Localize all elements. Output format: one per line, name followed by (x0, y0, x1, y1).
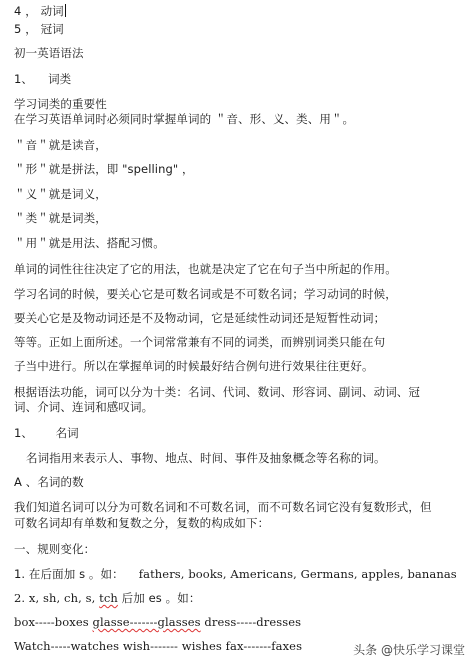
section-heading-word-class (14, 72, 463, 87)
list-text: 动词 (40, 4, 64, 18)
paragraph-line: 子当中进行。所以在掌握单词的时候最好结合例句进行效果往往更好。 (14, 359, 374, 373)
section-number: 1、 (14, 72, 34, 86)
section-number: 1、 (14, 426, 34, 440)
definition-meaning: ＂义＂就是词义， (14, 187, 107, 201)
watermark-text: 头条 @快乐学习课堂 (353, 643, 465, 657)
rule-text: 1. 在后面加 s 。如： (14, 567, 124, 581)
list-separator: ， (25, 4, 37, 18)
doc-title: 初一英语语法 (14, 46, 84, 60)
example-line (14, 615, 463, 630)
example-text: dress-----dresses (200, 615, 302, 629)
noun-definition: 名词指用来表示人、事物、地点、时间、事件及抽象概念等名称的词。 (26, 451, 386, 465)
example-text: box-----boxes (14, 615, 93, 629)
countable-line: 可数名词却有单数和复数之分，复数的构成如下： (14, 516, 270, 530)
section-title: 名词 (55, 426, 79, 440)
definition-sound: ＂音＂就是读音， (14, 138, 107, 152)
list-text: 冠词 (40, 22, 64, 36)
importance-heading: 学习词类的重要性 (14, 97, 107, 111)
rule-text: 2. x, sh, ch, s, (14, 591, 96, 605)
list-number: 5 (14, 22, 22, 36)
section-title: 词类 (48, 72, 72, 86)
misspelled-word: glasse-------glasses (92, 615, 201, 629)
definition-usage: ＂用＂就是用法、搭配习惯。 (14, 236, 165, 250)
rule-examples: fathers, books, Americans, Germans, apples, bananas (138, 567, 457, 581)
definition-class: ＂类＂就是词类， (14, 211, 107, 225)
rule-heading: 一、规则变化： (14, 542, 96, 556)
paragraph-line: 学习名词的时候，要关心它是可数名词或是不可数名词；学习动词的时候， (14, 287, 397, 301)
rule-text: 后加 es 。如： (117, 591, 201, 605)
word-classes-line: 根据语法功能，词可以分为十类：名词、代词、数词、形容词、副词、动词、冠 (14, 385, 420, 399)
list-number: 4 (14, 4, 22, 18)
example-line: Watch-----watches wish------- wishes fax-------faxes (14, 639, 303, 653)
word-classes-line: 词、介词、连词和感叹词。 (14, 400, 154, 414)
watermark (353, 641, 465, 658)
paragraph-line: 等等。正如上面所述。一个词常常兼有不同的词类，而辨别词类只能在句 (14, 335, 386, 349)
countable-line: 我们知道名词可以分为可数名词和不可数名词，而不可数名词它没有复数形式，但 (14, 500, 432, 514)
paragraph-line: 要关心它是及物动词还是不及物动词，它是延续性动词还是短暂性动词； (14, 311, 386, 325)
importance-intro: 在学习英语单词时必须同时掌握单词的 ＂音、形、义、类、用＂。 (14, 112, 355, 126)
section-heading-noun (14, 426, 463, 441)
definition-form: ＂形＂就是拼法，即 "spelling" ， (14, 162, 194, 176)
list-item-verb (14, 4, 463, 19)
list-item-article (14, 22, 463, 37)
subheading-noun-number: A 、名词的数 (14, 475, 84, 489)
misspelled-word: tch (99, 591, 118, 605)
rule-2 (14, 591, 463, 606)
list-separator: ， (25, 22, 37, 36)
text-cursor (65, 4, 66, 17)
rule-1 (14, 567, 463, 582)
paragraph-line: 单词的词性往往决定了它的用法，也就是决定了它在句子当中所起的作用。 (14, 262, 397, 276)
